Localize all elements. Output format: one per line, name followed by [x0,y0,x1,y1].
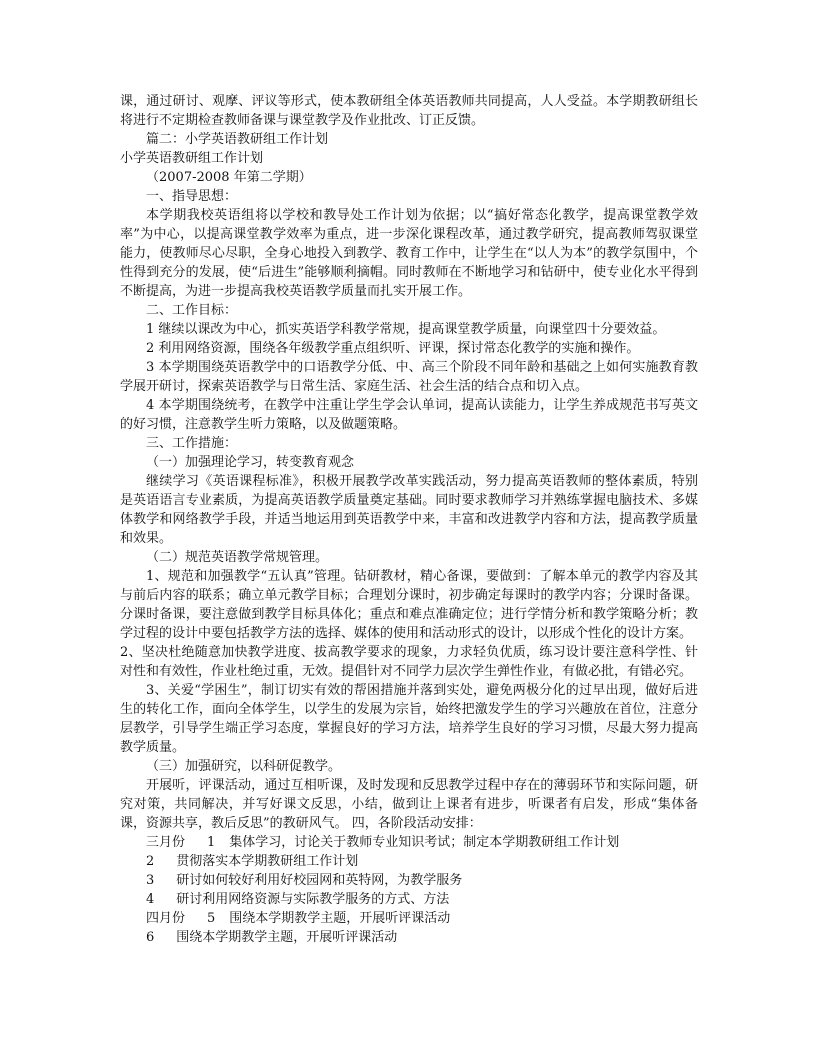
document-term: （2007-2008 年第二学期） [146,170,312,185]
schedule-line [120,871,698,890]
intro-paragraph: 课，通过研讨、观摩、评议等形式，使本教研组全体英语教师共同提高，人人受益。本学期教研组长将进行不定期检查教师备课与课堂教学及作业批改、订正反馈。 [120,94,698,128]
schedule-item-number: 6 [146,930,155,945]
section-heading: 篇二：小学英语教研组工作计划 [146,132,329,147]
schedule-item-text: 围绕本学期教学主题，开展听评课活动 [229,911,451,926]
heading-guiding: 一、指导思想： [146,189,238,204]
schedule-line [120,928,698,947]
schedule-item-number: 1 [207,835,216,850]
measure-1-title: （一）加强理论学习，转变教育观念 [146,455,355,470]
measure-2-para-1: 1、规范和加强教学“五认真”管理。钻研教材，精心备课，要做到：了解本单元的教学内容及其与前后内容的联系；确立单元教学目标；合理划分课时，初步确定每课时的教学内容；分课时备课。分课时备课，要注意做到教学目标具体化；重点和难点准确定位；进行学情分析和教学策略分析；教学过程的设计中要包括教学方法的选择、媒体的使用和活动形式的设计，以形成个性化的设计方案。 [120,569,698,641]
schedule-item-number: 5 [207,911,216,926]
schedule-line [120,909,698,928]
schedule-month: 三月份 [146,835,186,850]
heading-measures: 三、工作措施： [146,436,238,451]
guiding-paragraph: 本学期我校英语组将以学校和教导处工作计划为依据；以“搞好常态化教学，提高课堂教学效率”为中心，以提高课堂教学效率为重点，进一步深化课程改革，通过教学研究，提高教师驾驭课堂能力，使教师尽心尽职，全身心地投入到教学、教育工作中，让学生在“以人为本”的教学氛围中，个性得到充分的发展，使“后进生”能够顺利摘帽。同时教师在不断地学习和钻研中，使专业化水平得到不断提高，为进一步提高我校英语教学质量而扎实开展工作。 [120,208,698,299]
goal-item: 4 本学期围绕统考，在教学中注重让学生学会认单词，提高认读能力，让学生养成规范书写英文的好习惯，注意教学生听力策略，以及做题策略。 [120,398,698,432]
schedule-item-text: 研讨利用网络资源与实际教学服务的方式、方法 [176,892,450,907]
schedule-item-text: 围绕本学期教学主题，开展听评课活动 [176,930,398,945]
goal-item: 2 利用网络资源，围绕各年级教学重点组织听、评课，探讨常态化教学的实施和操作。 [146,341,640,356]
schedule-line [120,890,698,909]
schedule-item-text: 研讨如何较好利用好校园网和英特网，为教学服务 [176,873,463,888]
schedule-item-text: 贯彻落实本学期教研组工作计划 [176,854,359,869]
document-title: 小学英语教研组工作计划 [120,151,264,166]
measure-3-title: （三）加强研究，以科研促教学。 [146,759,342,774]
schedule-line [120,852,698,871]
measure-1-body: 继续学习《英语课程标准》，积极开展教学改革实践活动，努力提高英语教师的整体素质，特别是英语语言专业素质，为提高英语教学质量奠定基础。同时要求教师学习并熟练掌握电脑技术、多媒体教学和网络教学手段，并适当地运用到英语教学中来，丰富和改进教学内容和方法，提高教学质量和效果。 [120,474,698,546]
measure-3-body: 开展听，评课活动，通过互相听课，及时发现和反思教学过程中存在的薄弱环节和实际问题，研究对策，共同解决，并写好课文反思，小结，做到让上课者有进步，听课者有启发，形成“集体备课，资源共享，教后反思”的教研风气。 四，各阶段活动安排： [120,778,698,831]
goal-item: 3 本学期围绕英语教学中的口语教学分低、中、高三个阶段不同年龄和基础之上如何实施教育教学展开研讨，探索英语教学与日常生活、家庭生活、社会生活的结合点和切入点。 [120,360,698,394]
heading-goals: 二、工作目标： [146,303,238,318]
measure-2-title: （二）规范英语教学常规管理。 [146,550,329,565]
schedule-line [120,833,698,852]
schedule-item-number: 4 [146,892,155,907]
schedule-item-number: 2 [146,854,155,869]
schedule-item-number: 3 [146,873,155,888]
schedule-item-text: 集体学习，讨论关于教师专业知识考试；制定本学期教研组工作计划 [229,835,620,850]
goal-item: 1 继续以课改为中心，抓实英语学科教学常规，提高课堂教学质量，向课堂四十分要效益。 [146,322,666,337]
document-page [120,92,698,947]
measure-2-para-2: 2、坚决杜绝随意加快教学进度、拔高教学要求的现象，力求轻负优质，练习设计要注意科学性、针对性和有效性，作业杜绝过重，无效。提倡针对不同学力层次学生弹性作业，有做必批，有错必究。 [120,645,698,679]
measure-2-para-3: 3、关爱“学困生”，制订切实有效的帮困措施并落到实处，避免两极分化的过早出现，做好后进生的转化工作，面向全体学生，以学生的发展为宗旨，始终把激发学生的学习兴趣放在首位，注意分层教学，引导学生端正学习态度，掌握良好的学习方法，培养学生良好的学习习惯，尽最大努力提高教学质量。 [120,683,698,755]
schedule-month: 四月份 [146,911,186,926]
